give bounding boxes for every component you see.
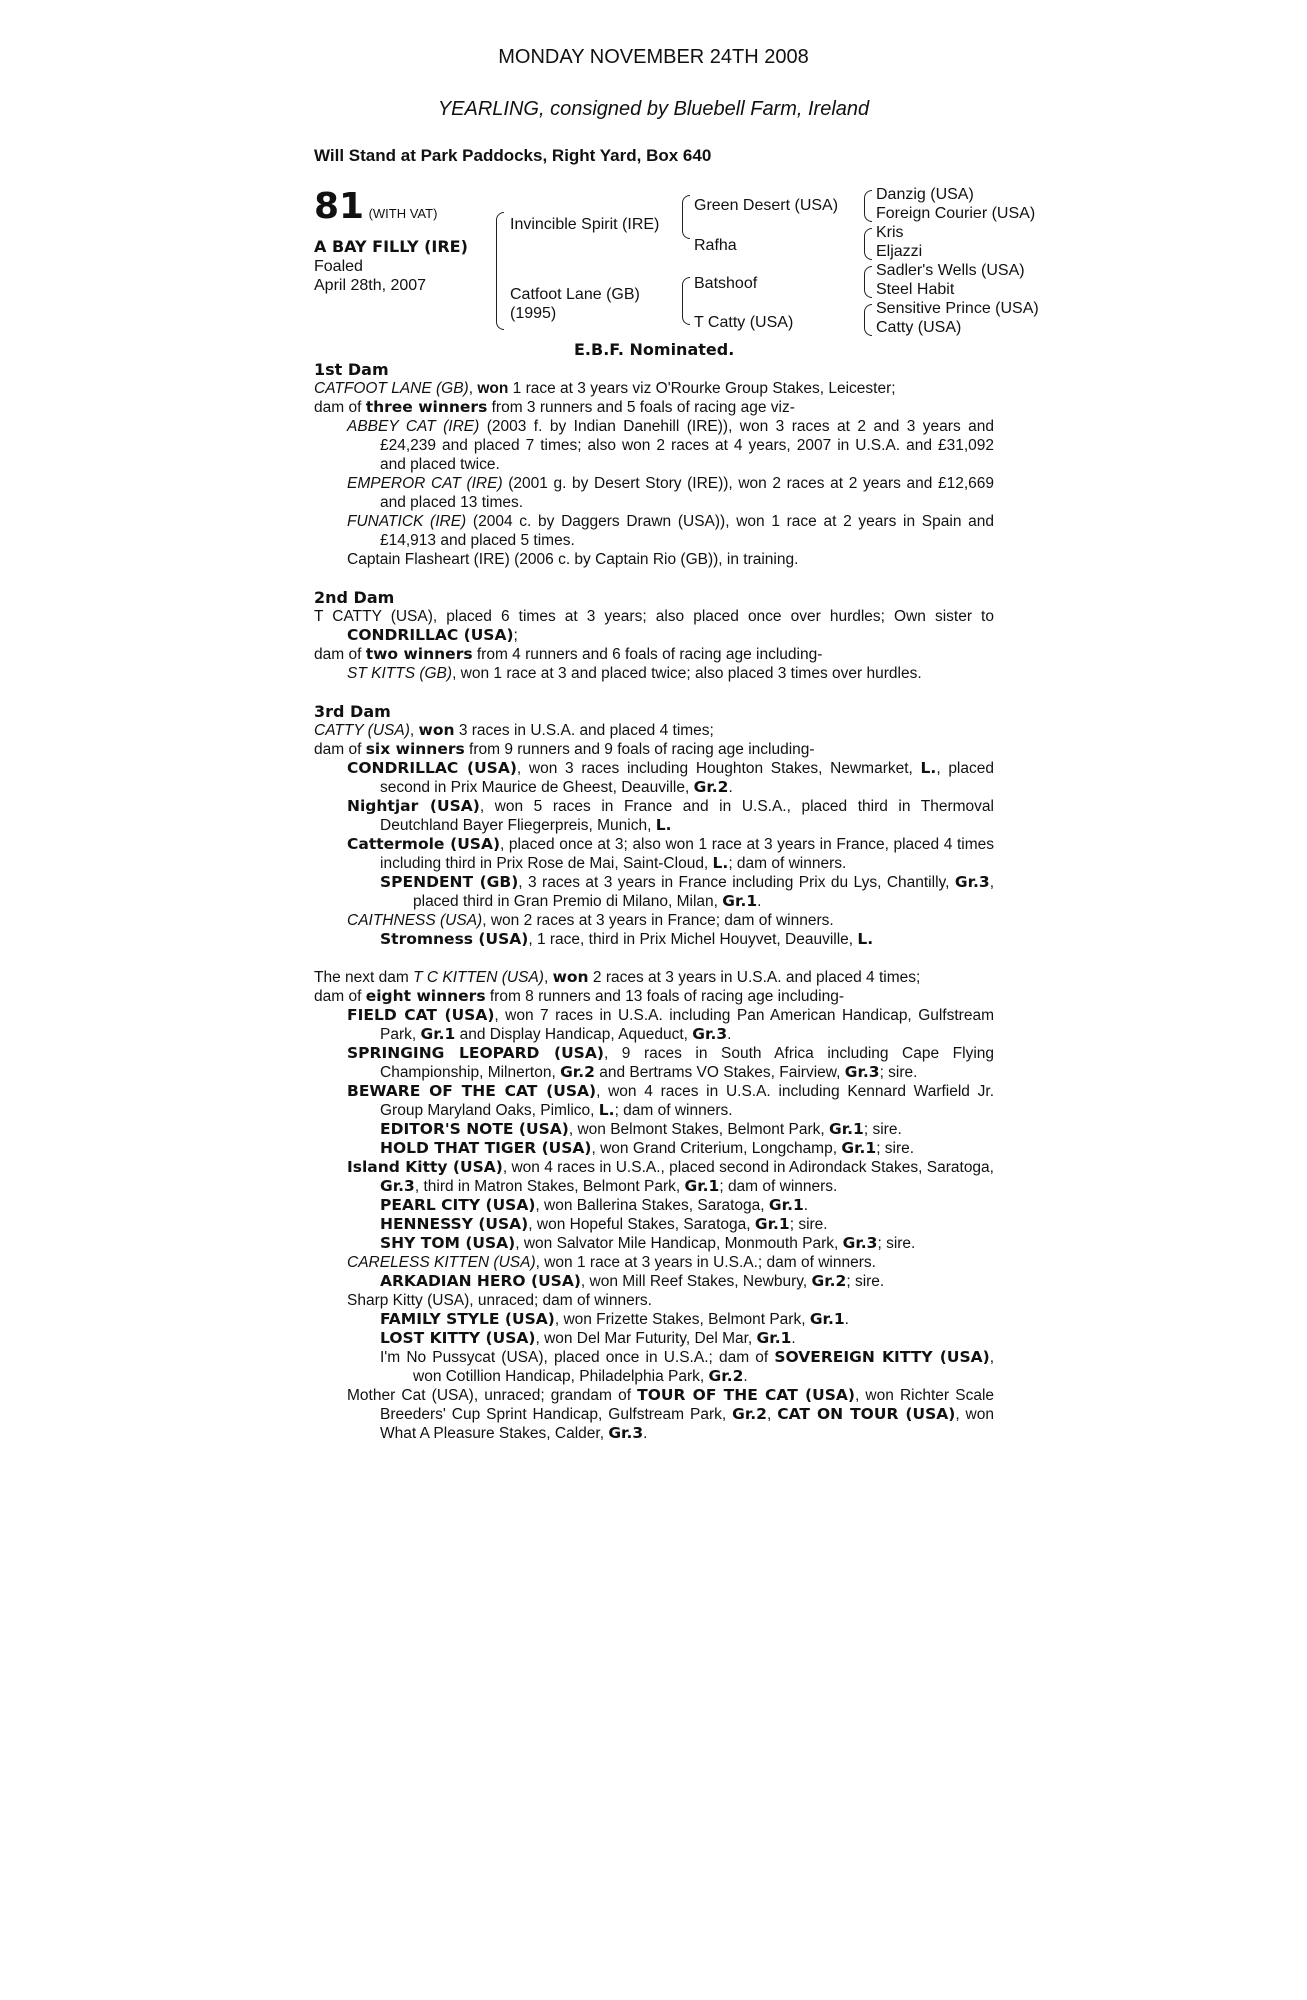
g3-ancestor: Sensitive Prince (USA) <box>876 300 1039 317</box>
progeny-entry: I'm No Pussycat (USA), placed once in U.S.A.; dam of SOVEREIGN KITTY (USA), won Cotillion Handicap, Philadelphia Park, Gr.2. <box>380 1348 994 1385</box>
progeny-entry: HENNESSY (USA), won Hopeful Stakes, Saratoga, Gr.1; sire. <box>380 1215 828 1233</box>
progeny-entry: Nightjar (USA), won 5 races in France and in U.S.A., placed third in Thermoval Deutchland Bayer Fliegerpreis, Munich, L. <box>347 797 994 834</box>
progeny-entry: SPENDENT (GB), 3 races at 3 years in France including Prix du Lys, Chantilly, Gr.3, placed third in Gran Premio di Milano, Milan, Gr.1. <box>380 873 994 910</box>
sale-date: MONDAY NOVEMBER 24TH 2008 <box>498 46 809 68</box>
progeny-entry: CAITHNESS (USA), won 2 races at 3 years in France; dam of winners. <box>347 912 834 929</box>
third-dam-produce: dam of six winners from 9 runners and 9 foals of racing age including- <box>314 740 815 758</box>
dam-dam: T Catty (USA) <box>694 314 794 331</box>
second-dam-produce: dam of two winners from 4 runners and 6 foals of racing age including- <box>314 645 823 663</box>
progeny-entry: FAMILY STYLE (USA), won Frizette Stakes, Belmont Park, Gr.1. <box>380 1310 849 1328</box>
progeny-entry: EDITOR'S NOTE (USA), won Belmont Stakes, Belmont Park, Gr.1; sire. <box>380 1120 902 1138</box>
progeny-entry: ABBEY CAT (IRE) (2003 f. by Indian Danehill (IRE)), won 3 races at 2 and 3 years and £24,239 and placed 7 times; also won 2 races at 4 years, 2007 in U.S.A. and £31,092 and placed twice. <box>347 418 994 473</box>
progeny-entry: Cattermole (USA), placed once at 3; also won 1 race at 3 years in France, placed 4 times including third in Prix Rose de Mai, Saint-Cloud, L.; dam of winners. <box>347 835 994 872</box>
sire-line-brace <box>682 195 690 239</box>
next-dam-produce: dam of eight winners from 8 runners and 13 foals of racing age including- <box>314 987 844 1005</box>
progeny-entry: Captain Flasheart (IRE) (2006 c. by Captain Rio (GB)), in training. <box>347 551 799 568</box>
progeny-entry: Mother Cat (USA), unraced; grandam of TOUR OF THE CAT (USA), won Richter Scale Breeders' Cup Sprint Handicap, Gulfstream Park, Gr.2, CAT ON TOUR (USA), won What A Pleasure Stakes, Calder, Gr.3. <box>347 1386 995 1442</box>
third-dam-heading: 3rd Dam <box>314 702 391 721</box>
progeny-entry: FIELD CAT (USA), won 7 races in U.S.A. including Pan American Handicap, Gulfstream Park, Gr.1 and Display Handicap, Aqueduct, Gr.3. <box>347 1006 994 1043</box>
next-dam-text: The next dam T C KITTEN (USA), won 2 races at 3 years in U.S.A. and placed 4 times; <box>314 968 921 986</box>
progeny-entry: Sharp Kitty (USA), unraced; dam of winners. <box>347 1292 652 1309</box>
first-dam-text: CATFOOT LANE (GB), won 1 race at 3 years viz O'Rourke Group Stakes, Leicester; <box>314 380 896 397</box>
g3-brace-3 <box>864 266 872 298</box>
dam-name: Catfoot Lane (GB) <box>510 286 640 303</box>
progeny-entry: Stromness (USA), 1 race, third in Prix Michel Houyvet, Deauville, L. <box>380 930 874 948</box>
lot-number-line <box>314 186 437 227</box>
sire-dam-brace <box>496 212 504 330</box>
progeny-entry: ARKADIAN HERO (USA), won Mill Reef Stakes, Newbury, Gr.2; sire. <box>380 1272 885 1290</box>
g3-ancestor: Foreign Courier (USA) <box>876 205 1036 222</box>
foaled-label: Foaled <box>314 258 363 275</box>
g3-ancestor: Kris <box>876 224 904 241</box>
dam-sire: Batshoof <box>694 275 758 292</box>
g3-ancestor: Sadler's Wells (USA) <box>876 262 1025 279</box>
second-dam-text: T CATTY (USA), placed 6 times at 3 years; also placed once over hurdles; Own sister to CONDRILLAC (USA); <box>314 608 994 644</box>
g3-ancestor: Catty (USA) <box>876 319 962 336</box>
progeny-entry: CONDRILLAC (USA), won 3 races including Houghton Stakes, Newmarket, L., placed second in Prix Maurice de Gheest, Deauville, Gr.2. <box>347 759 994 796</box>
catalogue-body <box>314 360 994 1443</box>
g3-ancestor: Danzig (USA) <box>876 186 974 203</box>
g3-brace-4 <box>864 304 872 336</box>
g3-brace-1 <box>864 190 872 222</box>
lot-name: A BAY FILLY (IRE) <box>314 237 468 256</box>
dam-line-brace <box>682 277 690 325</box>
sire-dam: Rafha <box>694 237 737 254</box>
progeny-entry: SPRINGING LEOPARD (USA), 9 races in South Africa including Cape Flying Championship, Milnerton, Gr.2 and Bertrams VO Stakes, Fairview, Gr.3; sire. <box>347 1044 994 1081</box>
progeny-entry: CARELESS KITTEN (USA), won 1 race at 3 years in U.S.A.; dam of winners. <box>347 1254 876 1271</box>
consignment-line: YEARLING, consigned by Bluebell Farm, Ireland <box>437 98 870 120</box>
progeny-entry: Island Kitty (USA), won 4 races in U.S.A., placed second in Adirondack Stakes, Saratoga, Gr.3, third in Matron Stakes, Belmont Park, Gr.1; dam of winners. <box>347 1158 994 1195</box>
vat-note: (WITH VAT) <box>368 206 438 221</box>
lot-number: 81 <box>314 186 365 227</box>
progeny-entry: FUNATICK (IRE) (2004 c. by Daggers Drawn (USA)), won 1 race at 2 years in Spain and £14,913 and placed 5 times. <box>347 513 994 549</box>
progeny-entry: EMPEROR CAT (IRE) (2001 g. by Desert Story (IRE)), won 2 races at 2 years and £12,669 and placed 13 times. <box>347 475 994 511</box>
progeny-entry: LOST KITTY (USA), won Del Mar Futurity, Del Mar, Gr.1. <box>380 1329 796 1347</box>
g3-ancestor: Eljazzi <box>876 243 923 260</box>
progeny-entry: SHY TOM (USA), won Salvator Mile Handicap, Monmouth Park, Gr.3; sire. <box>380 1234 916 1252</box>
second-dam-heading: 2nd Dam <box>314 588 395 607</box>
sire-name: Invincible Spirit (IRE) <box>510 216 660 233</box>
g3-brace-2 <box>864 228 872 260</box>
stand-location: Will Stand at Park Paddocks, Right Yard, Box 640 <box>314 146 712 165</box>
g3-ancestor: Steel Habit <box>876 281 955 298</box>
dam-year: (1995) <box>510 305 557 322</box>
first-dam-produce: dam of three winners from 3 runners and 5 foals of racing age viz- <box>314 398 795 416</box>
ebf-nominated: E.B.F. Nominated. <box>574 340 735 359</box>
pedigree-table <box>314 182 1054 342</box>
sire-sire: Green Desert (USA) <box>694 197 839 214</box>
progeny-entry: ST KITTS (GB), won 1 race at 3 and placed twice; also placed 3 times over hurdles. <box>347 665 922 682</box>
progeny-entry: HOLD THAT TIGER (USA), won Grand Criterium, Longchamp, Gr.1; sire. <box>380 1139 915 1157</box>
progeny-entry: BEWARE OF THE CAT (USA), won 4 races in U.S.A. including Kennard Warfield Jr. Group Maryland Oaks, Pimlico, L.; dam of winners. <box>347 1082 994 1119</box>
foaled-date: April 28th, 2007 <box>314 277 427 294</box>
progeny-entry: PEARL CITY (USA), won Ballerina Stakes, Saratoga, Gr.1. <box>380 1196 809 1214</box>
first-dam-heading: 1st Dam <box>314 360 389 379</box>
third-dam-text: CATTY (USA), won 3 races in U.S.A. and placed 4 times; <box>314 721 714 739</box>
